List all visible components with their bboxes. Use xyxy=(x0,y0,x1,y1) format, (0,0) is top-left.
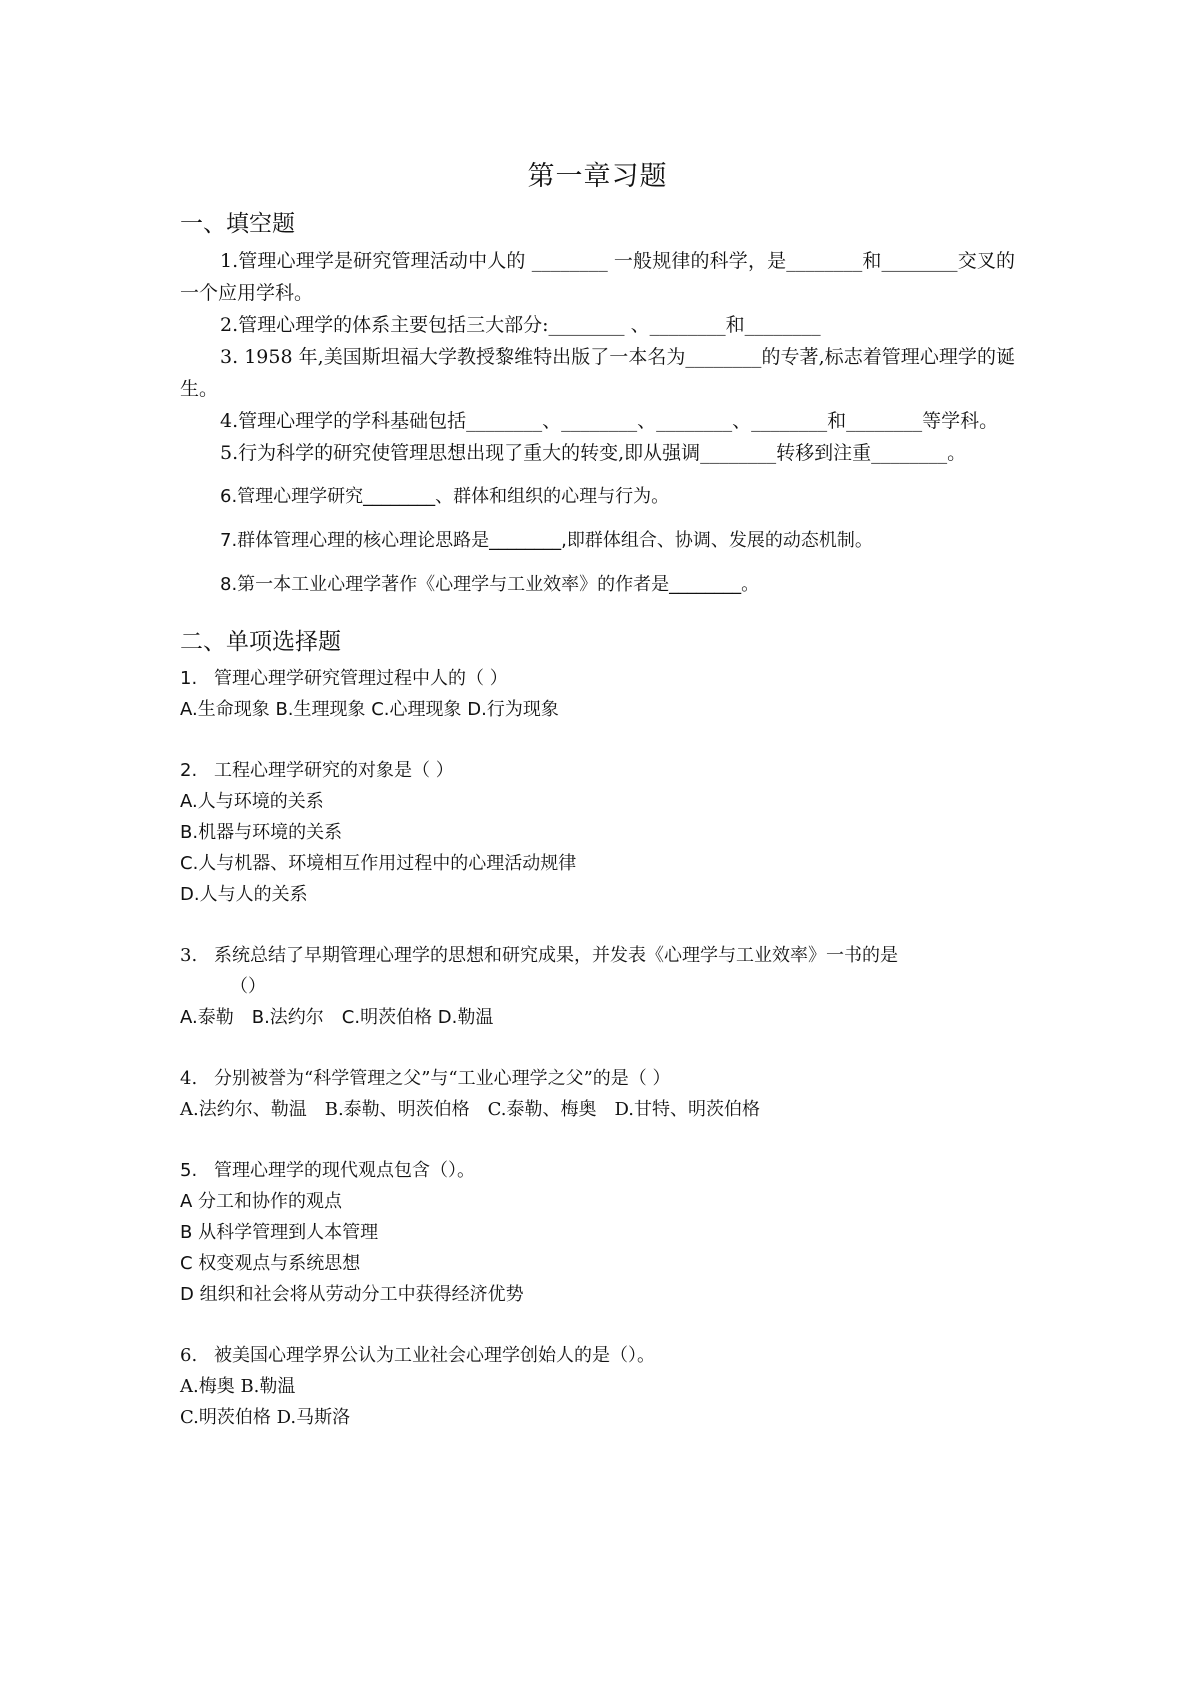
mc-option-d: D 组织和社会将从劳动分工中获得经济优势 xyxy=(180,1284,524,1305)
mc-question-stem: 管理心理学的现代观点包含（）。 xyxy=(214,1160,475,1181)
mc-question-number: 3. xyxy=(180,945,198,966)
mc-question-number: 2. xyxy=(180,760,198,781)
mc-question-stem: 分别被誉为“科学管理之父”与“工业心理学之父”的是（ ） xyxy=(214,1068,671,1089)
section-heading-multiple-choice: 二、单项选择题 xyxy=(180,629,341,655)
fill-question-8: 8.第一本工业心理学著作《心理学与工业效率》的作者是________。 xyxy=(220,574,760,595)
mc-option-line: A.泰勒 B.法约尔 C.明茨伯格 D.勒温 xyxy=(180,1007,494,1028)
mc-question-1 xyxy=(180,663,1015,725)
document-content xyxy=(180,154,1015,1433)
fill-question-1: 1.管理心理学是研究管理活动中人的 ________ 一般规律的科学，是________和________交叉的一个应用学科。 xyxy=(180,250,1015,304)
mc-option-line: A.法约尔、勒温 B.泰勒、明茨伯格 C.泰勒、梅奥 D.甘特、明茨伯格 xyxy=(180,1099,761,1120)
mc-question-stem: 管理心理学研究管理过程中人的（ ） xyxy=(214,668,508,689)
mc-option-b: B 从科学管理到人本管理 xyxy=(180,1222,379,1243)
mc-question-number: 5. xyxy=(180,1160,198,1181)
fill-question-5: 5.行为科学的研究使管理思想出现了重大的转变,即从强调________转移到注重________。 xyxy=(220,442,967,464)
mc-option-b: B.机器与环境的关系 xyxy=(180,822,343,843)
mc-question-stem: 工程心理学研究的对象是（ ） xyxy=(214,760,454,781)
mc-question-stem: 被美国心理学界公认为工业社会心理学创始人的是（）。 xyxy=(214,1345,655,1366)
fill-question-7: 7.群体管理心理的核心理论思路是________,即群体组合、协调、发展的动态机制。 xyxy=(220,530,873,551)
mc-question-number: 1. xyxy=(180,668,198,689)
mc-question-3 xyxy=(180,940,1015,1033)
mc-option-d: D.人与人的关系 xyxy=(180,884,308,905)
fill-question-2: 2.管理心理学的体系主要包括三大部分:________ 、________和________ xyxy=(220,314,821,336)
mc-question-4 xyxy=(180,1063,1015,1125)
mc-option-line: A.生命现象 B.生理现象 C.心理现象 D.行为现象 xyxy=(180,699,559,720)
mc-option-line: A.梅奥 B.勒温 xyxy=(180,1376,296,1397)
mc-question-6 xyxy=(180,1340,1015,1433)
mc-question-number: 4. xyxy=(180,1068,198,1089)
mc-option-c: C.人与机器、环境相互作用过程中的心理活动规律 xyxy=(180,853,577,874)
fill-question-6: 6.管理心理学研究________、群体和组织的心理与行为。 xyxy=(220,486,670,507)
section-heading-fill-in: 一、填空题 xyxy=(180,211,295,237)
mc-question-number: 6. xyxy=(180,1345,198,1366)
mc-option-line: C.明茨伯格 D.马斯洛 xyxy=(180,1407,351,1428)
fill-question-3: 3. 1958 年,美国斯坦福大学教授黎维特出版了一本名为________的专著,标志着管理心理学的诞生。 xyxy=(180,346,1015,400)
mc-question-stem-continued: （） xyxy=(230,976,266,997)
mc-option-a: A 分工和协作的观点 xyxy=(180,1191,343,1212)
mc-option-a: A.人与环境的关系 xyxy=(180,791,324,812)
fill-question-4: 4.管理心理学的学科基础包括________、________、________、________和________等学科。 xyxy=(220,410,999,432)
mc-question-stem: 系统总结了早期管理心理学的思想和研究成果，并发表《心理学与工业效率》一书的是 xyxy=(214,945,898,966)
mc-question-2 xyxy=(180,755,1015,910)
mc-option-c: C 权变观点与系统思想 xyxy=(180,1253,361,1274)
page-title: 第一章习题 xyxy=(527,161,668,192)
mc-question-5 xyxy=(180,1155,1015,1310)
